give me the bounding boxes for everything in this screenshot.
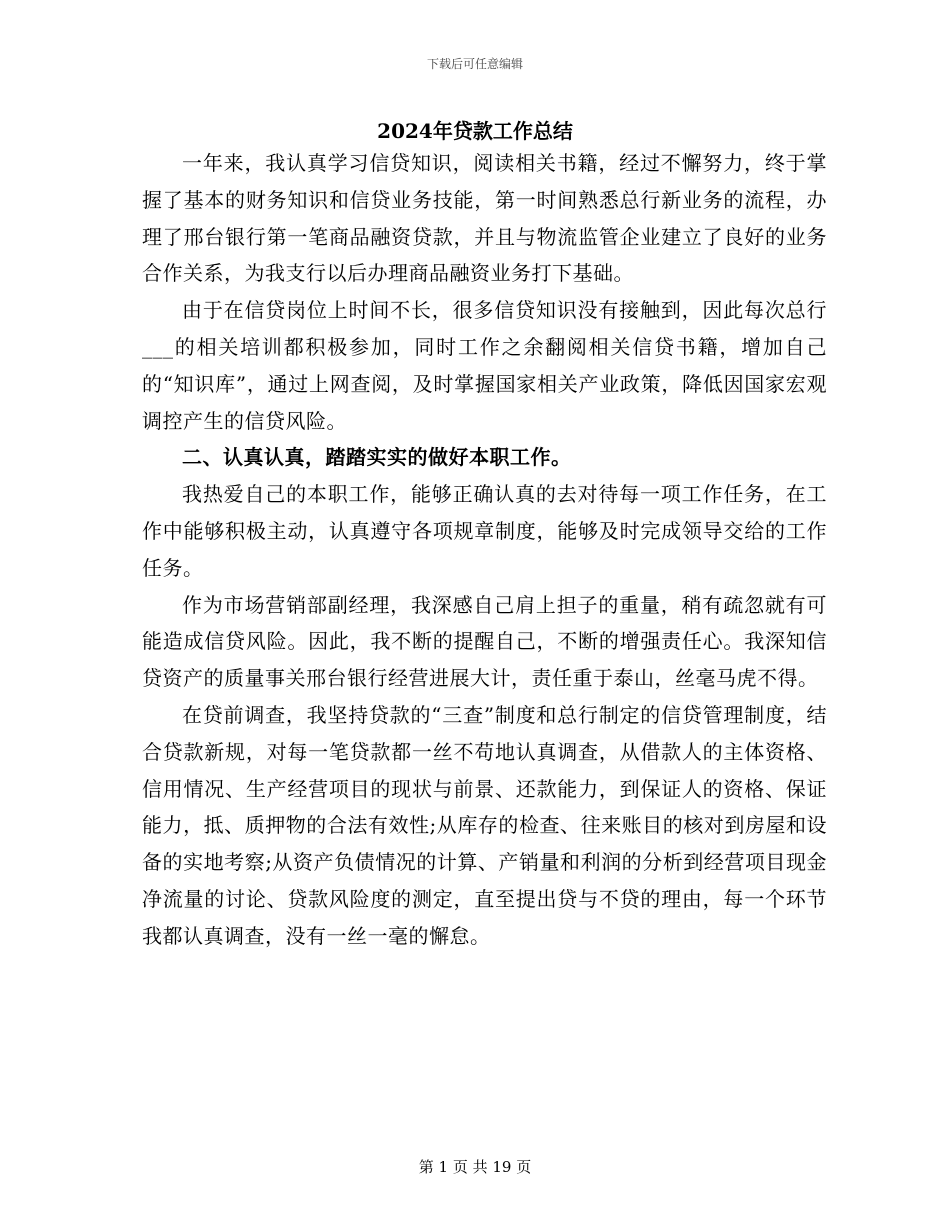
paragraph-2: 由于在信贷岗位上时间不长，很多信贷知识没有接触到，因此每次总行___的相关培训都积极参加，同时工作之余翻阅相关信贷书籍，增加自己的“知识库”，通过上网查阅，及时掌握国家相关产业政策，降低因国家宏观调控产生的信贷风险。: [142, 298, 827, 433]
paragraph-5: 在贷前调查，我坚持贷款的“三查”制度和总行制定的信贷管理制度，结合贷款新规，对每一笔贷款都一丝不苟地认真调查，从借款人的主体资格、信用情况、生产经营项目的现状与前景、还款能力，到保证人的资格、保证能力，抵、质押物的合法有效性;从库存的检查、往来账目的核对到房屋和设备的实地考察;从资产负债情况的计算、产销量和利润的分析到经营项目现金净流量的讨论、贷款风险度的测定，直至提出贷与不贷的理由，每一个环节我都认真调查，没有一丝一毫的懈怠。: [142, 702, 827, 948]
document-title: 2024年贷款工作总结: [377, 119, 573, 143]
paragraph-1: 一年来，我认真学习信贷知识，阅读相关书籍，经过不懈努力，终于掌握了基本的财务知识和信贷业务技能，第一时间熟悉总行新业务的流程，办理了邢台银行第一笔商品融资贷款，并且与物流监管企业建立了良好的业务合作关系，为我支行以后办理商品融资业务打下基础。: [142, 151, 827, 286]
paragraph-3: 我热爱自己的本职工作，能够正确认真的去对待每一项工作任务，在工作中能够积极主动，认真遵守各项规章制度，能够及时完成领导交给的工作任务。: [142, 482, 827, 580]
page-number: 第 1 页 共 19 页: [418, 1158, 532, 1176]
paragraph-4: 作为市场营销部副经理，我深感自己肩上担子的重量，稍有疏忽就有可能造成信贷风险。因此，我不断的提醒自己，不断的增强责任心。我深知信贷资产的质量事关邢台银行经营进展大计，责任重于泰山，丝毫马虎不得。: [142, 592, 827, 691]
document-body: [142, 145, 827, 955]
header-note: 下载后可任意编辑: [426, 57, 523, 71]
section-heading: 二、认真认真，踏踏实实的做好本职工作。: [182, 445, 572, 470]
